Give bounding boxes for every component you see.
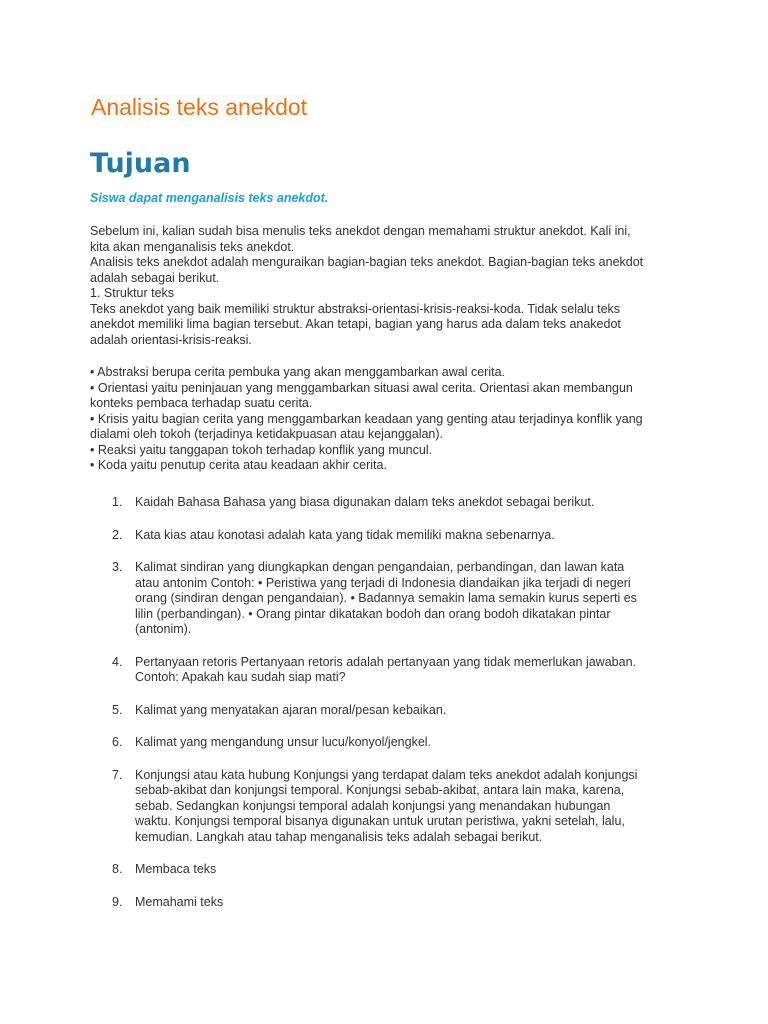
bullet-line: • Abstraksi berupa cerita pembuka yang akan menggambarkan awal cerita. [90,365,506,379]
list-item-number: 1. [112,495,123,509]
structure-bullets [90,365,690,474]
list-item-line: Contoh: Apakah kau sudah siap mati? [135,670,346,684]
list-item-line: Pertanyaan retoris Pertanyaan retoris adalah pertanyaan yang tidak memerlukan jawaban. [135,654,636,669]
list-item-line: Kaidah Bahasa Bahasa yang biasa digunakan dalam teks anekdot sebagai berikut. [135,495,595,509]
intro-paragraph [90,224,690,348]
paragraph-line: 1. Struktur teks [90,286,175,300]
paragraph-line: adalah sebagai berikut. [90,270,220,285]
list-item-number: 6. [112,735,123,749]
paragraph-line: anekdot memiliki lima bagian tersebut. Akan tetapi, bagian yang harus ada dalam teks anakedot [90,317,621,331]
list-item-line: waktu. Konjungsi temporal bisanya digunakan untuk urutan peristiwa, yakni setelah, lalu, [135,814,625,828]
paragraph-line: Sebelum ini, kalian sudah bisa menulis teks anekdot dengan memahami struktur anekdot. Kali ini, [90,224,631,238]
list-item-number: 7. [112,767,123,782]
list-item [90,768,690,846]
paragraph-line: adalah orientasi-krisis-reaksi. [90,332,252,347]
bullet-line: • Krisis yaitu bagian cerita yang menggambarkan keadaan yang genting atau terjadinya konflik yang [90,411,643,426]
list-item-number: 3. [112,560,123,574]
bullet-line: konteks pembaca terhadap suatu cerita. [90,396,313,410]
list-item-line: Konjungsi atau kata hubung Konjungsi yang terdapat dalam teks anekdot adalah konjungsi [135,767,638,782]
list-item-line: Kalimat yang mengandung unsur lucu/konyol/jengkel. [135,735,432,749]
bullet-line: • Reaksi yaitu tanggapan tokoh terhadap konflik yang muncul. [90,442,433,457]
list-item-line: Kata kias atau konotasi adalah kata yang tidak memiliki makna sebenarnya. [135,527,555,542]
list-item-number: 8. [112,862,123,876]
list-item-number: 5. [112,702,123,717]
list-item [90,655,690,686]
list-item [90,495,690,511]
paragraph-line: Analisis teks anekdot adalah menguraikan bagian-bagian teks anekdot. Bagian-bagian teks anekdot [90,255,644,269]
list-item-line: Memahami teks [135,894,224,909]
numbered-list [90,495,690,927]
list-item-line: Kalimat sindiran yang diungkapkan dengan pengandaian, perbandingan, dan lawan kata [135,560,625,574]
paragraph-line: kita akan menganalisis teks anekdot. [90,239,295,254]
section-heading: Tujuan [90,148,191,179]
document-title: Analisis teks anekdot [91,94,308,120]
list-item-line: Kalimat yang menyatakan ajaran moral/pesan kebaikan. [135,702,447,717]
objective-text: Siswa dapat menganalisis teks anekdot. [90,191,329,205]
bullet-line: • Koda yaitu penutup cerita atau keadaan akhir cerita. [90,458,387,472]
list-item [90,560,690,638]
list-item [90,703,690,719]
list-item [90,862,690,878]
list-item-line: atau antonim Contoh: • Peristiwa yang terjadi di Indonesia diandaikan jika terjadi di negeri [135,575,631,590]
bullet-line: dialami oleh tokoh (terjadinya ketidakpuasan atau kejanggalan). [90,427,444,441]
list-item [90,735,690,751]
list-item [90,895,690,911]
list-item-line: (antonim). [135,622,192,636]
list-item-line: Membaca teks [135,862,217,876]
list-item-line: kemudian. Langkah atau tahap menganalisis teks adalah sebagai berikut. [135,829,543,844]
list-item-number: 2. [112,527,123,542]
list-item-line: sebab. Sedangkan konjungsi temporal adalah konjungsi yang menandakan hubungan [135,798,611,813]
list-item-line: sebab-akibat dan konjungsi temporal. Konjungsi sebab-akibat, antara lain maka, karena, [135,783,625,797]
list-item-line: orang (sindiran dengan pengandaian). • Badannya semakin lama semakin kurus seperti es [135,591,637,605]
list-item [90,528,690,544]
bullet-line: • Orientasi yaitu peninjauan yang menggambarkan situasi awal cerita. Orientasi akan membangun [90,380,633,395]
paragraph-line: Teks anekdot yang baik memiliki struktur abstraksi-orientasi-krisis-reaksi-koda. Tidak selalu teks [90,301,621,316]
list-item-number: 4. [112,654,123,669]
list-item-line: lilin (perbandingan). • Orang pintar dikatakan bodoh dan orang bodoh dikatakan pintar [135,606,611,621]
list-item-number: 9. [112,894,123,909]
